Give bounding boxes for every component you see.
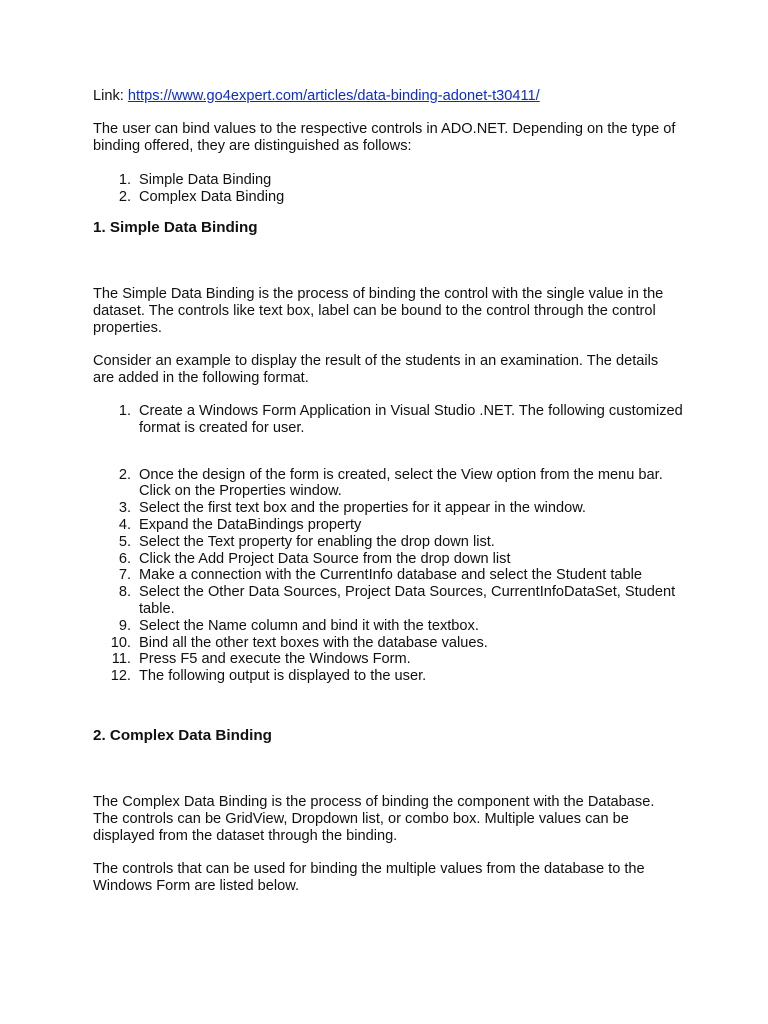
list-item: 1. Create a Windows Form Application in Visual Studio .NET. The following customized format is created for user. bbox=[118, 403, 683, 436]
list-item: 6. Click the Add Project Data Source from the drop down list bbox=[118, 550, 511, 567]
list-item: 10. Bind all the other text boxes with the database values. bbox=[110, 634, 488, 651]
section1-heading: 1. Simple Data Binding bbox=[93, 219, 258, 236]
list-item: 2. Complex Data Binding bbox=[118, 188, 285, 205]
intro-paragraph: The user can bind values to the respective controls in ADO.NET. Depending on the type of binding offered, they are distinguished as follows: bbox=[93, 121, 676, 154]
link-line bbox=[93, 88, 683, 105]
section2-paragraph-2: The controls that can be used for binding the multiple values from the database to the Windows Form are listed below. bbox=[93, 861, 645, 894]
list-item: 2. Once the design of the form is created, select the View option from the menu bar. Click on the Properties window. bbox=[118, 466, 663, 500]
list-item: 9. Select the Name column and bind it with the textbox. bbox=[118, 617, 479, 634]
section2-paragraph-1: The Complex Data Binding is the process of binding the component with the Database. The controls can be GridView, Dropdown list, or combo box. Multiple values can be displayed from the dataset through the binding. bbox=[93, 794, 655, 844]
list-item: 5. Select the Text property for enabling the drop down list. bbox=[118, 533, 495, 550]
binding-types-list bbox=[93, 172, 693, 206]
list-gap bbox=[93, 437, 693, 467]
section1-paragraph-1: The Simple Data Binding is the process of binding the control with the single value in the dataset. The controls like text box, label can be bound to the control through the control properties. bbox=[93, 286, 664, 336]
link-label: Link: bbox=[93, 88, 124, 104]
section1-paragraph-2: Consider an example to display the result of the students in an examination. The details are added in the following format. bbox=[93, 353, 659, 386]
list-item: 1. Simple Data Binding bbox=[118, 172, 272, 188]
list-item: 7. Make a connection with the CurrentInfo database and select the Student table bbox=[118, 567, 642, 584]
list-item: 8. Select the Other Data Sources, Project Data Sources, CurrentInfoDataSet, Student table. bbox=[118, 584, 676, 617]
list-item: 11. Press F5 and execute the Windows Form. bbox=[111, 651, 411, 668]
list-item: 12. The following output is displayed to the user. bbox=[110, 668, 427, 685]
steps-list bbox=[93, 403, 693, 685]
section2-heading: 2. Complex Data Binding bbox=[93, 727, 272, 744]
list-item: 3. Select the first text box and the properties for it appear in the window. bbox=[118, 500, 586, 517]
list-item: 4. Expand the DataBindings property bbox=[118, 516, 362, 533]
source-link[interactable]: https://www.go4expert.com/articles/data-binding-adonet-t30411/ bbox=[127, 88, 540, 104]
